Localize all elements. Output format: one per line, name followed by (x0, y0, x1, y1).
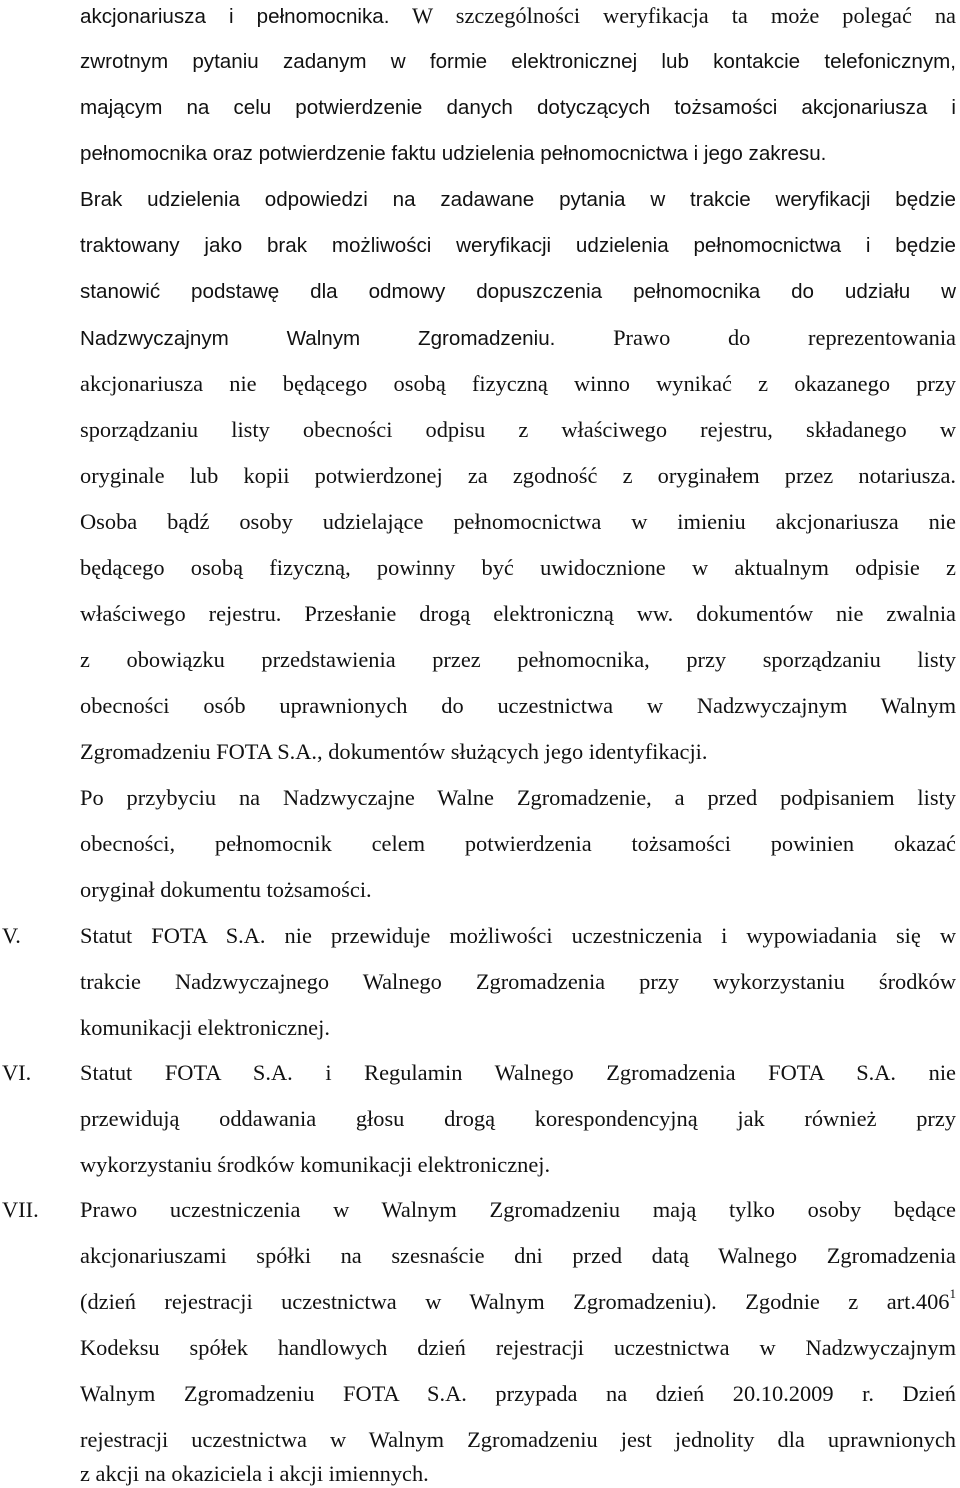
text-line: Prawo uczestniczenia w Walnym Zgromadzeniu mają tylko osoby będące (80, 1197, 956, 1222)
text-line: Nadzwyczajnym Walnym Zgromadzeniu. Prawo do reprezentowania (80, 325, 956, 350)
text-line: Zgromadzeniu FOTA S.A., dokumentów służących jego identyfikacji. (80, 739, 708, 764)
text-line: (dzień rejestracji uczestnictwa w Walnym Zgromadzeniu). Zgodnie z art.406$^1$ (80, 1286, 956, 1314)
text-line: komunikacji elektronicznej. (80, 1015, 330, 1040)
text-line: przewidują oddawania głosu drogą korespondencyjną jak również przy (80, 1106, 956, 1131)
text-line: oryginale lub kopii potwierdzonej za zgodność z oryginałem przez notariusza. (80, 463, 956, 488)
text-line: zwrotnym pytaniu zadanym w formie elektronicznej lub kontakcie telefonicznym, (80, 50, 956, 73)
text-line: pełnomocnika oraz potwierdzenie faktu udzielenia pełnomocnictwa i jego zakresu. (80, 142, 827, 165)
text-line: Brak udzielenia odpowiedzi na zadawane pytania w trakcie weryfikacji będzie (80, 188, 956, 211)
text-line: obecności osób uprawnionych do uczestnictwa w Nadzwyczajnym Walnym (80, 693, 956, 718)
text-line: akcjonariuszami spółki na szesnaście dni przed datą Walnego Zgromadzenia (80, 1243, 956, 1268)
text-line: będącego osobą fizyczną, powinny być uwidocznione w aktualnym odpisie z (80, 555, 956, 580)
text-line: obecności, pełnomocnik celem potwierdzenia tożsamości powinien okazać (80, 831, 956, 856)
text-line: akcjonariusza i pełnomocnika. W szczególności weryfikacja ta może polegać na (80, 3, 957, 28)
text-line: Walnym Zgromadzeniu FOTA S.A. przypada na dzień 20.10.2009 r. Dzień (80, 1381, 956, 1406)
section-number: VI. (2, 1060, 32, 1085)
text-line: stanowić podstawę dla odmowy dopuszczenia pełnomocnika do udziału w (80, 280, 956, 303)
text-line: traktowany jako brak możliwości weryfikacji udzielenia pełnomocnictwa i będzie (80, 234, 956, 257)
section-number: V. (2, 923, 21, 948)
text-line: właściwego rejestru. Przesłanie drogą elektroniczną ww. dokumentów nie zwalnia (80, 601, 956, 626)
text-line: wykorzystaniu środków komunikacji elektronicznej. (80, 1152, 551, 1177)
footnote-superscript: 1 (949, 1286, 956, 1301)
text-line: rejestracji uczestnictwa w Walnym Zgromadzeniu jest jednolity dla uprawnionych (80, 1427, 956, 1452)
text-line: trakcie Nadzwyczajnego Walnego Zgromadzenia przy wykorzystaniu środków (80, 969, 956, 994)
text-line: mającym na celu potwierdzenie danych dotyczących tożsamości akcjonariusza i (80, 96, 956, 119)
text-line: sporządzaniu listy obecności odpisu z właściwego rejestru, składanego w (80, 417, 956, 442)
text-line: Statut FOTA S.A. nie przewiduje możliwości uczestniczenia i wypowiadania się w (80, 923, 956, 948)
text-line: oryginał dokumentu tożsamości. (80, 877, 372, 902)
text-line: z obowiązku przedstawienia przez pełnomocnika, przy sporządzaniu listy (80, 647, 956, 672)
text-line: akcjonariusza nie będącego osobą fizyczną winno wynikać z okazanego przy (80, 371, 956, 396)
section-number: VII. (2, 1197, 39, 1222)
text-line: Kodeksu spółek handlowych dzień rejestracji uczestnictwa w Nadzwyczajnym (80, 1335, 956, 1360)
text-line: Po przybyciu na Nadzwyczajne Walne Zgromadzenie, a przed podpisaniem listy (80, 785, 956, 810)
text-line: Statut FOTA S.A. i Regulamin Walnego Zgromadzenia FOTA S.A. nie (80, 1060, 956, 1085)
text-line: z akcji na okaziciela i akcji imiennych. (80, 1461, 429, 1486)
text-line: Osoba bądź osoby udzielające pełnomocnictwa w imieniu akcjonariusza nie (80, 509, 956, 534)
